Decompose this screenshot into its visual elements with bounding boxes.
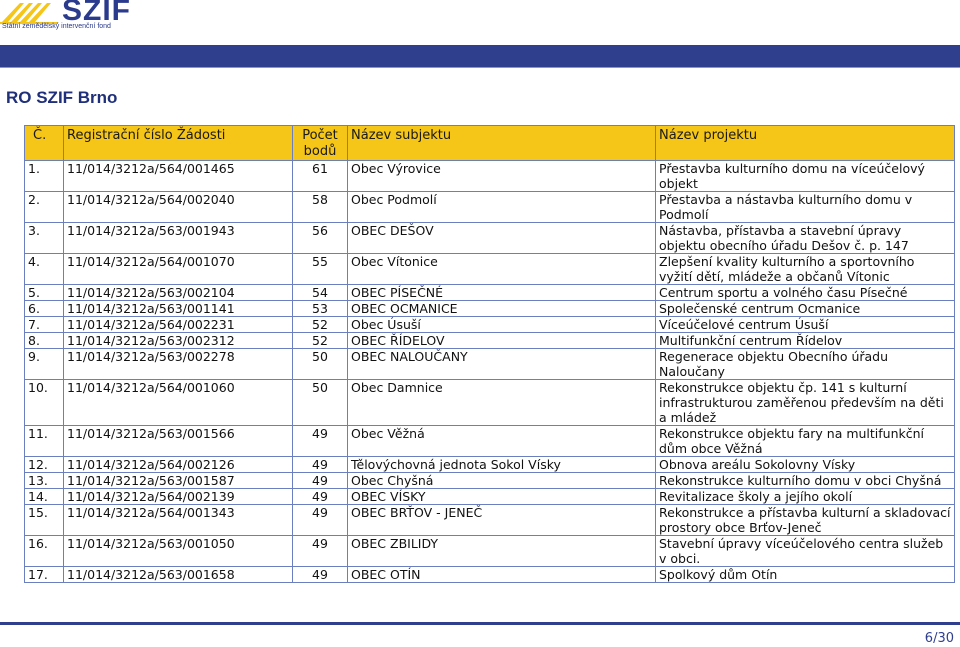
cell-registration: 11/014/3212a/563/001566 (64, 426, 293, 457)
header-cell-subject: Název subjektu (348, 126, 656, 161)
cell-registration: 11/014/3212a/563/001943 (64, 223, 293, 254)
table-row (25, 567, 955, 583)
cell-points: 55 (293, 254, 348, 285)
cell-points: 49 (293, 536, 348, 567)
cell-registration: 11/014/3212a/563/002312 (64, 333, 293, 349)
cell-project: Nástavba, přístavba a stavební úpravy objektu obecního úřadu Dešov č. p. 147 (656, 223, 955, 254)
cell-points: 49 (293, 457, 348, 473)
table-row (25, 380, 955, 426)
cell-subject: OBEC OTÍN (348, 567, 656, 583)
cell-subject: Obec Damnice (348, 380, 656, 426)
cell-registration: 11/014/3212a/563/002278 (64, 349, 293, 380)
cell-subject: Obec Chyšná (348, 473, 656, 489)
cell-number: 7. (25, 317, 64, 333)
cell-number: 15. (25, 505, 64, 536)
cell-project: Multifunkční centrum Řídelov (656, 333, 955, 349)
table-header-row (25, 126, 955, 161)
cell-number: 8. (25, 333, 64, 349)
cell-subject: OBEC BRŤOV - JENEČ (348, 505, 656, 536)
cell-registration: 11/014/3212a/564/002139 (64, 489, 293, 505)
cell-points: 61 (293, 161, 348, 192)
cell-project: Stavební úpravy víceúčelového centra služeb v obci. (656, 536, 955, 567)
cell-number: 6. (25, 301, 64, 317)
cell-points: 54 (293, 285, 348, 301)
cell-number: 3. (25, 223, 64, 254)
cell-number: 9. (25, 349, 64, 380)
table-row (25, 301, 955, 317)
cell-subject: Obec Věžná (348, 426, 656, 457)
header-band-edge (0, 67, 960, 68)
cell-project: Centrum sportu a volného času Písečné (656, 285, 955, 301)
cell-registration: 11/014/3212a/563/001141 (64, 301, 293, 317)
cell-registration: 11/014/3212a/564/002040 (64, 192, 293, 223)
cell-points: 53 (293, 301, 348, 317)
table-row (25, 192, 955, 223)
page-title: RO SZIF Brno (6, 88, 118, 107)
szif-wheat-logo-icon (0, 0, 62, 24)
cell-points: 49 (293, 505, 348, 536)
cell-project: Zlepšení kvality kulturního a sportovního vyžití dětí, mládeže a občanů Vítonic (656, 254, 955, 285)
footer-rule (0, 622, 960, 625)
cell-number: 11. (25, 426, 64, 457)
cell-subject: Obec Úsuší (348, 317, 656, 333)
cell-points: 49 (293, 489, 348, 505)
cell-registration: 11/014/3212a/563/001587 (64, 473, 293, 489)
cell-project: Rekonstrukce objektu fary na multifunkční dům obce Věžná (656, 426, 955, 457)
cell-points: 52 (293, 317, 348, 333)
cell-project: Rekonstrukce a přístavba kulturní a skladovací prostory obce Brťov-Jeneč (656, 505, 955, 536)
logo-subtitle: Státní zemědělský intervenční fond (2, 23, 111, 30)
cell-number: 16. (25, 536, 64, 567)
cell-project: Obnova areálu Sokolovny Vísky (656, 457, 955, 473)
table-row (25, 285, 955, 301)
header-cell-points: Počet bodů (293, 126, 348, 161)
cell-number: 17. (25, 567, 64, 583)
cell-subject: Obec Výrovice (348, 161, 656, 192)
table-row (25, 333, 955, 349)
page-number: 6/30 (924, 631, 954, 646)
table-row (25, 505, 955, 536)
header-cell-registration: Registrační číslo Žádosti (64, 126, 293, 161)
table-row (25, 426, 955, 457)
cell-project: Rekonstrukce kulturního domu v obci Chyšná (656, 473, 955, 489)
cell-project: Regenerace objektu Obecního úřadu Naloučany (656, 349, 955, 380)
cell-registration: 11/014/3212a/564/001060 (64, 380, 293, 426)
cell-registration: 11/014/3212a/564/002126 (64, 457, 293, 473)
logo-text: SZIF (62, 0, 131, 27)
cell-project: Spolkový dům Otín (656, 567, 955, 583)
cell-points: 49 (293, 473, 348, 489)
cell-points: 56 (293, 223, 348, 254)
cell-subject: OBEC ŘÍDELOV (348, 333, 656, 349)
cell-subject: OBEC NALOUČANY (348, 349, 656, 380)
table-row (25, 489, 955, 505)
cell-subject: OBEC DEŠOV (348, 223, 656, 254)
cell-project: Revitalizace školy a jejího okolí (656, 489, 955, 505)
cell-registration: 11/014/3212a/564/001465 (64, 161, 293, 192)
cell-points: 52 (293, 333, 348, 349)
cell-number: 14. (25, 489, 64, 505)
cell-project: Společenské centrum Ocmanice (656, 301, 955, 317)
table-row (25, 473, 955, 489)
cell-number: 5. (25, 285, 64, 301)
table-row (25, 536, 955, 567)
table-row (25, 254, 955, 285)
cell-number: 2. (25, 192, 64, 223)
table-row (25, 349, 955, 380)
cell-points: 50 (293, 380, 348, 426)
cell-project: Víceúčelové centrum Úsuší (656, 317, 955, 333)
cell-subject: Tělovýchovná jednota Sokol Vísky (348, 457, 656, 473)
header-cell-project: Název projektu (656, 126, 955, 161)
applications-table (24, 125, 955, 583)
cell-registration: 11/014/3212a/563/002104 (64, 285, 293, 301)
table-row (25, 457, 955, 473)
cell-subject: OBEC VÍSKY (348, 489, 656, 505)
cell-subject: OBEC OCMANICE (348, 301, 656, 317)
cell-subject: Obec Vítonice (348, 254, 656, 285)
cell-points: 49 (293, 426, 348, 457)
cell-project: Přestavba a nástavba kulturního domu v Podmolí (656, 192, 955, 223)
header-cell-number: Č. (25, 126, 64, 161)
szif-logo (0, 0, 150, 40)
cell-points: 50 (293, 349, 348, 380)
table-row (25, 223, 955, 254)
cell-points: 58 (293, 192, 348, 223)
cell-registration: 11/014/3212a/564/002231 (64, 317, 293, 333)
cell-number: 13. (25, 473, 64, 489)
cell-points: 49 (293, 567, 348, 583)
cell-number: 1. (25, 161, 64, 192)
cell-registration: 11/014/3212a/564/001343 (64, 505, 293, 536)
cell-registration: 11/014/3212a/563/001050 (64, 536, 293, 567)
cell-registration: 11/014/3212a/564/001070 (64, 254, 293, 285)
table-row (25, 161, 955, 192)
cell-subject: OBEC PÍSEČNÉ (348, 285, 656, 301)
cell-registration: 11/014/3212a/563/001658 (64, 567, 293, 583)
cell-subject: OBEC ZBILIDY (348, 536, 656, 567)
cell-number: 12. (25, 457, 64, 473)
table-row (25, 317, 955, 333)
cell-subject: Obec Podmolí (348, 192, 656, 223)
cell-number: 4. (25, 254, 64, 285)
cell-project: Rekonstrukce objektu čp. 141 s kulturní infrastrukturou zaměřenou především na děti a mládež (656, 380, 955, 426)
header-band (0, 45, 960, 67)
cell-number: 10. (25, 380, 64, 426)
cell-project: Přestavba kulturního domu na víceúčelový objekt (656, 161, 955, 192)
